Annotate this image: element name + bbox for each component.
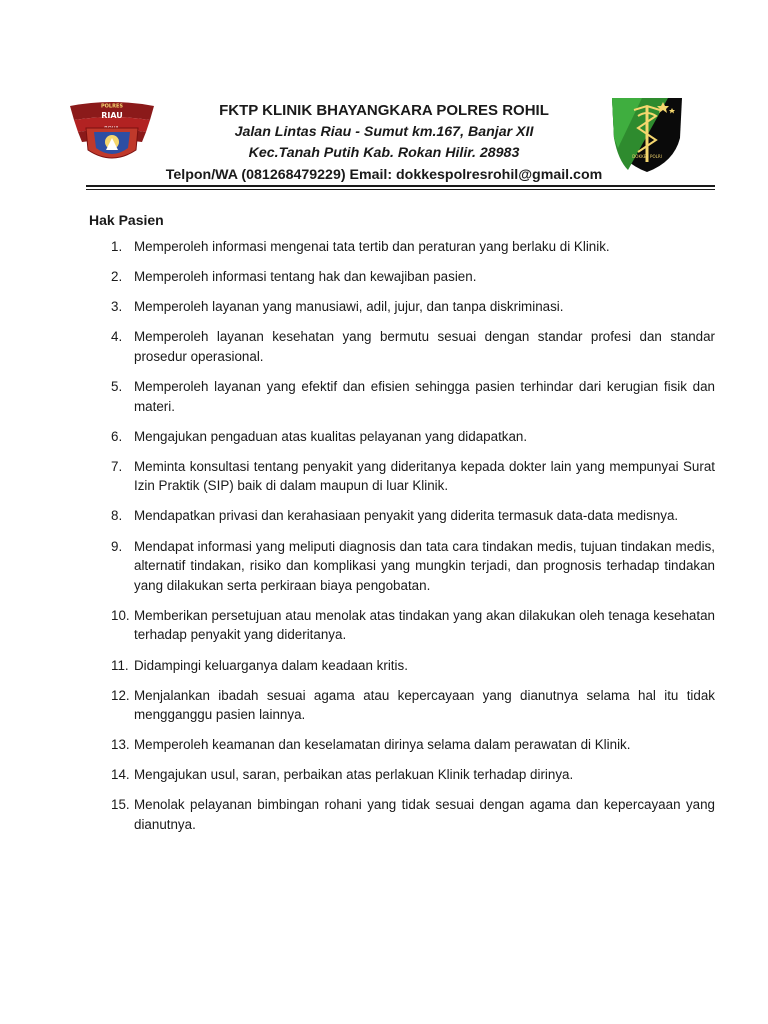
list-item-text: Meminta konsultasi tentang penyakit yang dideritanya kepada dokter lain yang mempunyai Surat Izin Praktik (SIP) baik di dalam maupun di luar Klinik. (134, 458, 715, 494)
patient-rights-list (89, 237, 715, 835)
list-item (89, 377, 715, 416)
list-item-number: 4. (111, 329, 123, 345)
list-item (89, 427, 715, 447)
section-title: Hak Pasien (89, 212, 164, 228)
list-item-text: Menjalankan ibadah sesuai agama atau kepercayaan yang dianutnya selama hal itu tidak mengganggu pasien lainnya. (134, 687, 715, 723)
svg-text:POLRES: POLRES (101, 103, 123, 110)
list-item-text: Menolak pelayanan bimbingan rohani yang tidak sesuai dengan agama dan kepercayaan yang dianutnya. (134, 797, 715, 833)
letterhead (0, 0, 768, 195)
list-item (89, 327, 715, 366)
list-item-text: Mengajukan usul, saran, perbaikan atas perlakuan Klinik terhadap dirinya. (134, 767, 574, 783)
list-item (89, 656, 715, 676)
clinic-name: FKTP KLINIK BHAYANGKARA POLRES ROHIL (219, 102, 549, 119)
list-item (89, 237, 715, 257)
list-item-number: 9. (111, 538, 123, 554)
list-item-number: 7. (111, 458, 123, 474)
dokkes-shield-icon (608, 92, 686, 174)
list-item-number: 2. (111, 269, 123, 285)
list-item-number: 8. (111, 508, 123, 524)
svg-text:RIAU: RIAU (101, 111, 123, 120)
list-item-text: Memperoleh informasi tentang hak dan kewajiban pasien. (134, 269, 477, 285)
list-item-text: Memperoleh layanan kesehatan yang bermutu sesuai dengan standar profesi dan standar prosedur operasional. (134, 329, 715, 364)
list-item (89, 795, 715, 834)
list-item-number: 5. (111, 378, 123, 394)
list-item-number: 1. (111, 239, 123, 254)
list-item-text: Memberikan persetujuan atau menolak atas tindakan yang akan dilakukan oleh tenaga kesehatan terhadap penyakit yang dideritanya. (134, 607, 715, 643)
list-item-text: Memperoleh layanan yang manusiawi, adil, jujur, dan tanpa diskriminasi. (134, 299, 564, 315)
list-item-number: 11. (111, 657, 129, 673)
list-item-number: 13. (111, 737, 130, 753)
list-item (89, 765, 715, 785)
list-item (89, 686, 715, 725)
list-item-text: Mendapat informasi yang meliputi diagnosis dan tata cara tindakan medis, tujuan tindakan medis, alternatif tindakan, risiko dan komplikasi yang mungkin terjadi, dan prognosis terhadap tindakan yang dilakukan serta perkiraan biaya pengobatan. (134, 538, 715, 593)
list-item (89, 606, 715, 645)
document-body (89, 212, 715, 845)
list-item-text: Memperoleh informasi mengenai tata tertib dan peraturan yang berlaku di Klinik. (134, 239, 610, 254)
clinic-address: Jalan Lintas Riau - Sumut km.167, Banjar XII (234, 123, 534, 140)
list-item-number: 6. (111, 428, 123, 444)
list-item-number: 10. (111, 607, 130, 623)
list-item (89, 506, 715, 526)
list-item-text: Memperoleh keamanan dan keselamatan dirinya selama dalam perawatan di Klinik. (134, 737, 631, 753)
list-item (89, 735, 715, 755)
list-item (89, 457, 715, 496)
list-item-text: Mengajukan pengaduan atas kualitas pelayanan yang didapatkan. (134, 428, 528, 444)
polres-riau-badge-icon (66, 98, 158, 166)
list-item-number: 14. (111, 767, 130, 783)
list-item-number: 12. (111, 687, 130, 703)
clinic-letterhead-text (160, 100, 608, 186)
list-item-number: 3. (111, 299, 123, 315)
list-item (89, 297, 715, 317)
header-divider-thin (86, 189, 715, 190)
list-item-text: Mendapatkan privasi dan kerahasiaan penyakit yang diderita termasuk data-data medisnya. (134, 508, 679, 524)
svg-text:DOKKES POLRI: DOKKES POLRI (632, 154, 662, 159)
list-item (89, 267, 715, 287)
list-item (89, 537, 715, 596)
clinic-contact: Telpon/WA (081268479229) Email: dokkespolresrohil@gmail.com (165, 166, 603, 183)
list-item-number: 15. (111, 797, 130, 813)
clinic-district: Kec.Tanah Putih Kab. Rokan Hilir. 28983 (248, 145, 520, 161)
list-item-text: Memperoleh layanan yang efektif dan efisien sehingga pasien terhindar dari kerugian fisik dan materi. (134, 378, 715, 414)
list-item-text: Didampingi keluarganya dalam keadaan kritis. (134, 657, 408, 673)
header-divider-thick (86, 185, 715, 187)
